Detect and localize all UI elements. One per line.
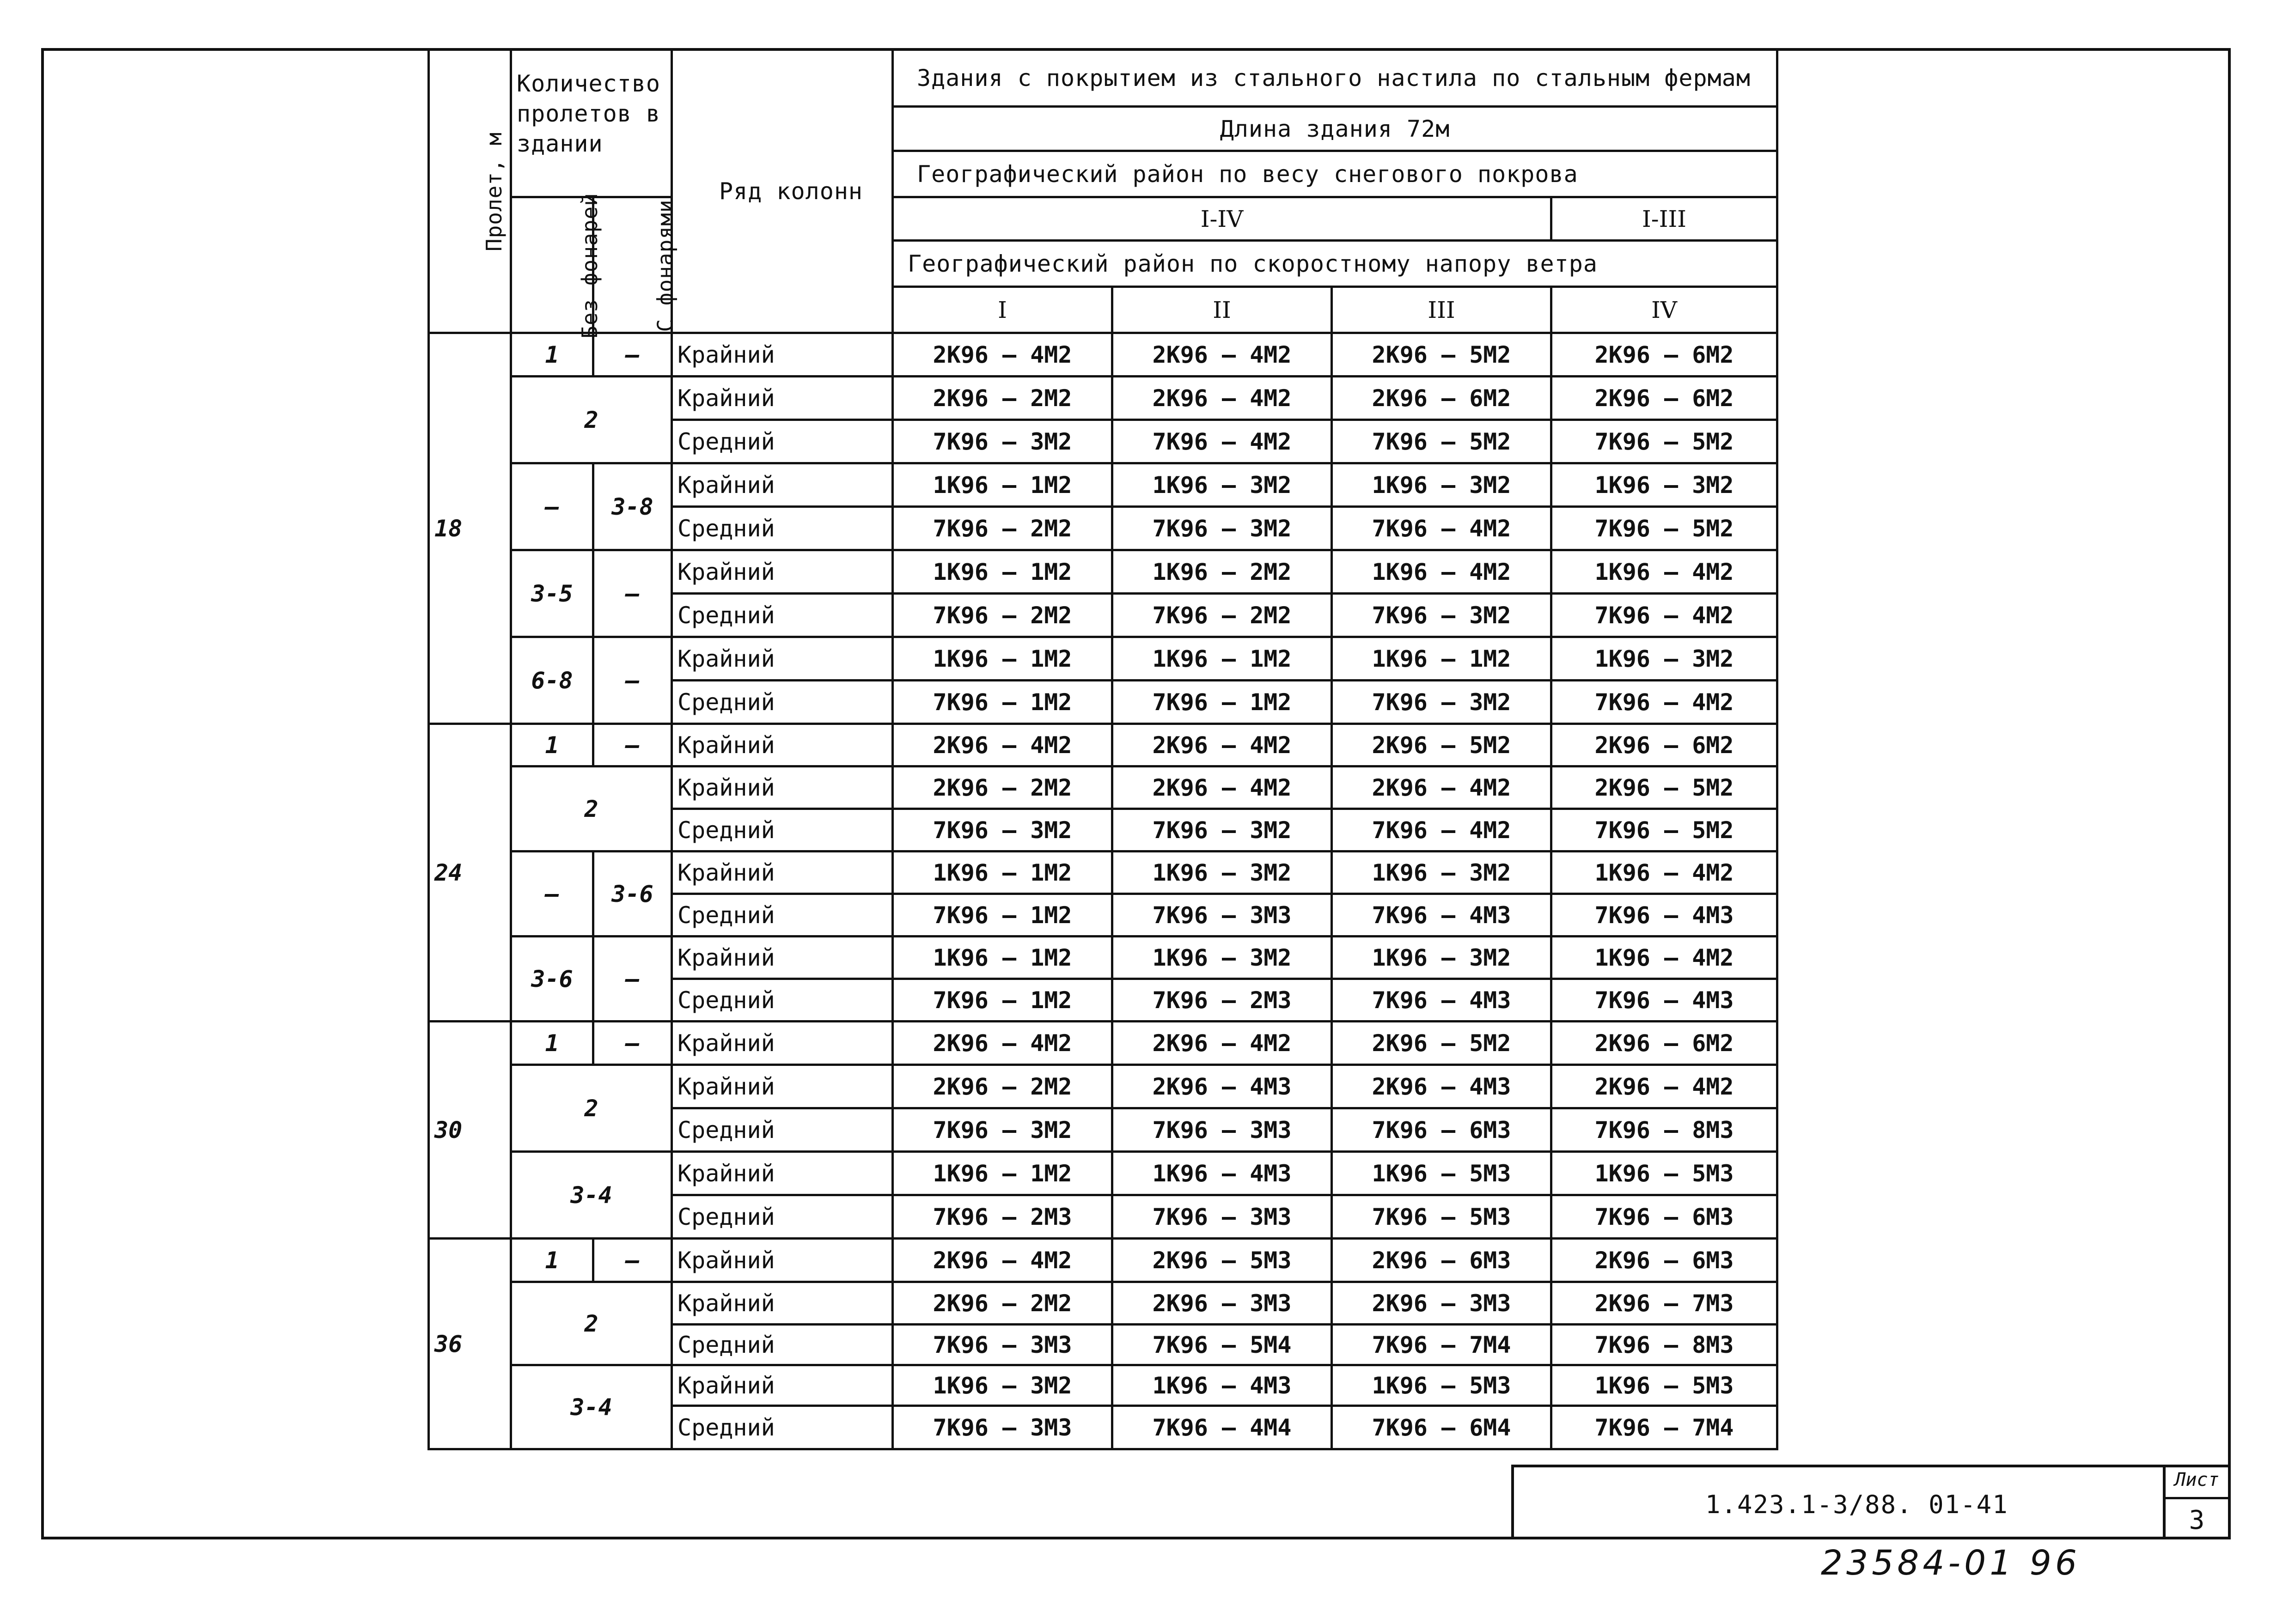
mark-w1: 1К96 — 1М2: [893, 463, 1112, 507]
mark-w3: 7К96 — 3М2: [1332, 594, 1551, 637]
row-type: Средний: [672, 594, 893, 637]
mark-w1: 7К96 — 2М2: [893, 594, 1112, 637]
mark-w3: 2К96 — 5М2: [1332, 724, 1551, 766]
row-type: Средний: [672, 681, 893, 724]
mark-w2: 1К96 — 1М2: [1112, 637, 1332, 681]
count-no-lanterns: 6-8: [511, 637, 593, 724]
count-with-lanterns: 3-8: [593, 463, 672, 550]
mark-w3: 1К96 — 3М2: [1332, 937, 1551, 979]
mark-w1: 2К96 — 2М2: [893, 766, 1112, 809]
mark-w1: 2К96 — 4М2: [893, 333, 1112, 377]
wind-region-3: III: [1332, 287, 1551, 333]
mark-w3: 7К96 — 4М3: [1332, 979, 1551, 1022]
count-with-lanterns: —: [593, 1022, 672, 1065]
mark-w3: 2К96 — 4М2: [1332, 766, 1551, 809]
mark-w4: 1К96 — 5М3: [1551, 1152, 1777, 1195]
mark-w2: 7К96 — 2М2: [1112, 594, 1332, 637]
count-no-lanterns: 3-5: [511, 550, 593, 637]
mark-w4: 2К96 — 5М2: [1551, 766, 1777, 809]
mark-w3: 1К96 — 4М2: [1332, 550, 1551, 594]
mark-w1: 7К96 — 3М2: [893, 420, 1112, 463]
row-type: Средний: [672, 1406, 893, 1449]
row-type: Средний: [672, 1195, 893, 1239]
row-type: Средний: [672, 1325, 893, 1365]
mark-w1: 1К96 — 3М2: [893, 1365, 1112, 1406]
wind-region-header: Географический район по скоростному напору ветра: [893, 241, 1777, 287]
row-type: Крайний: [672, 463, 893, 507]
mark-w4: 2К96 — 6М2: [1551, 1022, 1777, 1065]
row-type: Крайний: [672, 1065, 893, 1108]
mark-w4: 7К96 — 8М3: [1551, 1325, 1777, 1365]
mark-w1: 7К96 — 2М2: [893, 507, 1112, 550]
span-value: 24: [429, 724, 511, 1022]
mark-w1: 7К96 — 3М2: [893, 1108, 1112, 1152]
mark-w1: 7К96 — 2М3: [893, 1195, 1112, 1239]
mark-w1: 1К96 — 1М2: [893, 550, 1112, 594]
mark-w4: 1К96 — 3М2: [1551, 637, 1777, 681]
row-type: Крайний: [672, 1365, 893, 1406]
document-code: 1.423.1-3/88. 01-41: [1705, 1490, 2008, 1519]
mark-w3: 2К96 — 3М3: [1332, 1282, 1551, 1325]
mark-w1: 1К96 — 1М2: [893, 852, 1112, 894]
row-type: Средний: [672, 507, 893, 550]
row-type: Средний: [672, 894, 893, 937]
mark-w2: 7К96 — 1М2: [1112, 681, 1332, 724]
mark-w3: 7К96 — 6М4: [1332, 1406, 1551, 1449]
wind-region-4: IV: [1551, 287, 1777, 333]
mark-w4: 7К96 — 5М2: [1551, 507, 1777, 550]
mark-w4: 2К96 — 6М2: [1551, 333, 1777, 377]
mark-w3: 2К96 — 4М3: [1332, 1065, 1551, 1108]
count-span: 2: [511, 1282, 672, 1365]
row-type: Крайний: [672, 937, 893, 979]
with-lanterns-header: С фонарями: [593, 197, 672, 333]
row-type: Средний: [672, 1108, 893, 1152]
mark-w2: 1К96 — 3М2: [1112, 852, 1332, 894]
mark-w2: 7К96 — 4М2: [1112, 420, 1332, 463]
mark-w4: 2К96 — 7М3: [1551, 1282, 1777, 1325]
mark-w1: 2К96 — 4М2: [893, 1239, 1112, 1282]
mark-w2: 7К96 — 3М3: [1112, 1195, 1332, 1239]
mark-w3: 7К96 — 7М4: [1332, 1325, 1551, 1365]
mark-w1: 7К96 — 1М2: [893, 681, 1112, 724]
count-span: 3-4: [511, 1152, 672, 1239]
row-type: Крайний: [672, 1282, 893, 1325]
mark-w4: 2К96 — 4М2: [1551, 1065, 1777, 1108]
mark-w2: 7К96 — 5М4: [1112, 1325, 1332, 1365]
mark-w3: 1К96 — 5М3: [1332, 1365, 1551, 1406]
wind-region-2: II: [1112, 287, 1332, 333]
mark-w4: 1К96 — 4М2: [1551, 937, 1777, 979]
row-type: Крайний: [672, 333, 893, 377]
mark-w2: 1К96 — 2М2: [1112, 550, 1332, 594]
mark-w2: 2К96 — 4М2: [1112, 1022, 1332, 1065]
mark-w1: 2К96 — 4М2: [893, 1022, 1112, 1065]
mark-w3: 1К96 — 3М2: [1332, 463, 1551, 507]
mark-w3: 7К96 — 5М2: [1332, 420, 1551, 463]
count-span: 2: [511, 377, 672, 463]
count-span: 2: [511, 766, 672, 852]
count-span: 2: [511, 1065, 672, 1152]
count-no-lanterns: 1: [511, 333, 593, 377]
mark-w2: 2К96 — 4М2: [1112, 766, 1332, 809]
mark-w4: 7К96 — 6М3: [1551, 1195, 1777, 1239]
mark-w3: 1К96 — 1М2: [1332, 637, 1551, 681]
mark-w3: 7К96 — 3М2: [1332, 681, 1551, 724]
mark-w4: 7К96 — 4М3: [1551, 979, 1777, 1022]
mark-w4: 1К96 — 4М2: [1551, 852, 1777, 894]
mark-w2: 1К96 — 4М3: [1112, 1152, 1332, 1195]
count-span: 3-4: [511, 1365, 672, 1449]
row-type: Крайний: [672, 1152, 893, 1195]
mark-w2: 2К96 — 4М2: [1112, 333, 1332, 377]
mark-w2: 2К96 — 3М3: [1112, 1282, 1332, 1325]
mark-w3: 7К96 — 4М2: [1332, 507, 1551, 550]
mark-w4: 1К96 — 3М2: [1551, 463, 1777, 507]
count-no-lanterns: 1: [511, 724, 593, 766]
count-with-lanterns: —: [593, 333, 672, 377]
mark-w3: 2К96 — 6М2: [1332, 377, 1551, 420]
mark-w2: 1К96 — 3М2: [1112, 937, 1332, 979]
row-type: Крайний: [672, 766, 893, 809]
span-count-header: Количество пролетов в здании: [511, 49, 672, 197]
count-with-lanterns: —: [593, 724, 672, 766]
mark-w2: 7К96 — 3М3: [1112, 894, 1332, 937]
mark-w2: 2К96 — 4М3: [1112, 1065, 1332, 1108]
mark-w4: 1К96 — 5М3: [1551, 1365, 1777, 1406]
mark-w1: 7К96 — 1М2: [893, 894, 1112, 937]
sheet-divider: [2163, 1497, 2231, 1499]
mark-w3: 7К96 — 6М3: [1332, 1108, 1551, 1152]
building-length-header: Длина здания 72м: [893, 107, 1777, 151]
wind-region-1: I: [893, 287, 1112, 333]
no-lanterns-header: Без фонарей: [511, 197, 593, 333]
mark-w2: 7К96 — 3М2: [1112, 809, 1332, 852]
column-row-header: Ряд колонн: [672, 49, 893, 333]
mark-w4: 7К96 — 4М2: [1551, 594, 1777, 637]
mark-w4: 2К96 — 6М3: [1551, 1239, 1777, 1282]
mark-w4: 7К96 — 5М2: [1551, 809, 1777, 852]
row-type: Крайний: [672, 1239, 893, 1282]
count-no-lanterns: —: [511, 852, 593, 937]
row-type: Крайний: [672, 724, 893, 766]
mark-w1: 7К96 — 1М2: [893, 979, 1112, 1022]
count-with-lanterns: —: [593, 550, 672, 637]
mark-w2: 2К96 — 5М3: [1112, 1239, 1332, 1282]
mark-w2: 7К96 — 2М3: [1112, 979, 1332, 1022]
snow-group-2: I-III: [1551, 197, 1777, 241]
sheet-label: Лист: [2174, 1469, 2219, 1490]
row-type: Крайний: [672, 637, 893, 681]
count-with-lanterns: 3-6: [593, 852, 672, 937]
count-no-lanterns: 3-6: [511, 937, 593, 1022]
mark-w1: 7К96 — 3М3: [893, 1406, 1112, 1449]
mark-w3: 7К96 — 4М2: [1332, 809, 1551, 852]
span-value: 18: [429, 333, 511, 724]
mark-w4: 2К96 — 6М2: [1551, 377, 1777, 420]
mark-w1: 2К96 — 2М2: [893, 1065, 1112, 1108]
mark-w4: 1К96 — 4М2: [1551, 550, 1777, 594]
mark-w2: 2К96 — 4М2: [1112, 724, 1332, 766]
count-no-lanterns: 1: [511, 1022, 593, 1065]
span-header: Пролет, м: [429, 49, 511, 333]
mark-w2: 7К96 — 4М4: [1112, 1406, 1332, 1449]
row-type: Крайний: [672, 852, 893, 894]
mark-w3: 7К96 — 5М3: [1332, 1195, 1551, 1239]
row-type: Крайний: [672, 377, 893, 420]
mark-w3: 2К96 — 5М2: [1332, 1022, 1551, 1065]
mark-w1: 1К96 — 1М2: [893, 1152, 1112, 1195]
mark-w2: 2К96 — 4М2: [1112, 377, 1332, 420]
span-value: 30: [429, 1022, 511, 1239]
mark-w3: 2К96 — 6М3: [1332, 1239, 1551, 1282]
mark-w4: 7К96 — 4М2: [1551, 681, 1777, 724]
building-type-header: Здания с покрытием из стального настила по стальным фермам: [893, 49, 1777, 107]
mark-w1: 2К96 — 4М2: [893, 724, 1112, 766]
snow-group-1: I-IV: [893, 197, 1551, 241]
mark-w2: 1К96 — 4М3: [1112, 1365, 1332, 1406]
sheet-number: 3: [2189, 1505, 2205, 1535]
mark-w3: 1К96 — 5М3: [1332, 1152, 1551, 1195]
archive-number: 23584-01 96: [1821, 1543, 2081, 1583]
mark-w4: 7К96 — 8М3: [1551, 1108, 1777, 1152]
count-no-lanterns: 1: [511, 1239, 593, 1282]
mark-w1: 7К96 — 3М3: [893, 1325, 1112, 1365]
row-type: Средний: [672, 979, 893, 1022]
row-type: Крайний: [672, 1022, 893, 1065]
count-with-lanterns: —: [593, 1239, 672, 1282]
count-no-lanterns: —: [511, 463, 593, 550]
mark-w2: 7К96 — 3М2: [1112, 507, 1332, 550]
mark-w1: 1К96 — 1М2: [893, 637, 1112, 681]
mark-w4: 2К96 — 6М2: [1551, 724, 1777, 766]
span-value: 36: [429, 1239, 511, 1449]
mark-w4: 7К96 — 7М4: [1551, 1406, 1777, 1449]
count-with-lanterns: —: [593, 637, 672, 724]
snow-region-header: Географический район по весу снегового покрова: [893, 151, 1777, 197]
mark-w1: 7К96 — 3М2: [893, 809, 1112, 852]
mark-w3: 2К96 — 5М2: [1332, 333, 1551, 377]
mark-w1: 1К96 — 1М2: [893, 937, 1112, 979]
mark-w4: 7К96 — 4М3: [1551, 894, 1777, 937]
mark-w3: 1К96 — 3М2: [1332, 852, 1551, 894]
mark-w4: 7К96 — 5М2: [1551, 420, 1777, 463]
mark-w1: 2К96 — 2М2: [893, 1282, 1112, 1325]
row-type: Крайний: [672, 550, 893, 594]
mark-w1: 2К96 — 2М2: [893, 377, 1112, 420]
mark-w2: 1К96 — 3М2: [1112, 463, 1332, 507]
mark-w2: 7К96 — 3М3: [1112, 1108, 1332, 1152]
column-selection-table: [427, 48, 1778, 1450]
mark-w3: 7К96 — 4М3: [1332, 894, 1551, 937]
row-type: Средний: [672, 809, 893, 852]
row-type: Средний: [672, 420, 893, 463]
count-with-lanterns: —: [593, 937, 672, 1022]
